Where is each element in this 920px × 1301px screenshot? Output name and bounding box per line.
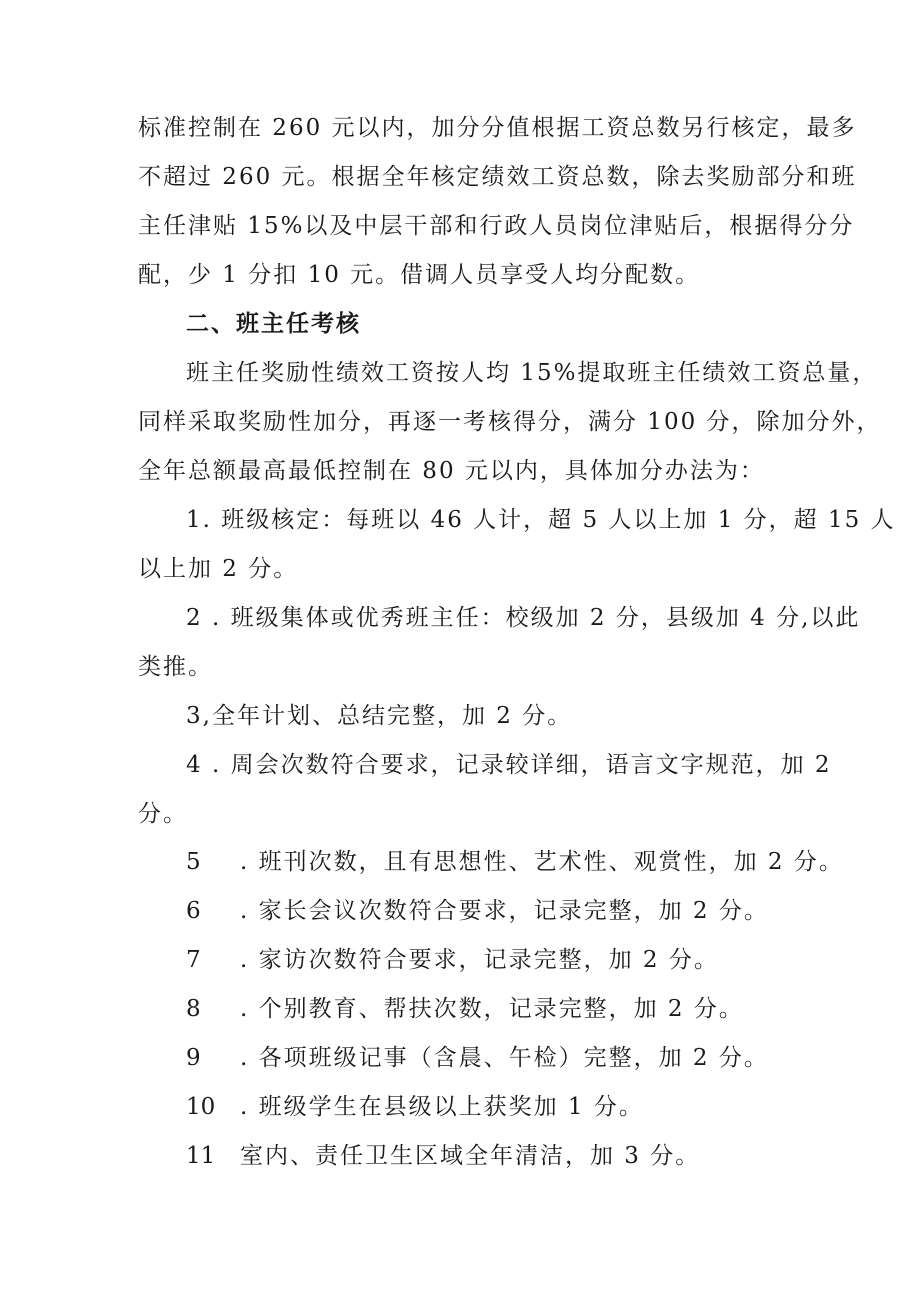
- item-text: . 班刊次数，且有思想性、艺术性、观赏性，加 2 分。: [240, 849, 844, 875]
- item-number: 5: [186, 849, 201, 875]
- item-number: 9: [186, 1045, 201, 1071]
- item-1-line: 1. 班级核定：每班以 46 人计，超 5 人以上加 1 分，超 15 人: [186, 507, 896, 533]
- item-number: 8: [186, 996, 201, 1022]
- item-2-line: 2 . 班级集体或优秀班主任：校级加 2 分，县级加 4 分,以此: [186, 605, 861, 631]
- item-number: 10: [186, 1094, 216, 1120]
- section-heading: 二、班主任考核: [186, 311, 361, 337]
- item-2-line: 类推。: [138, 654, 213, 680]
- item-3-line: 3,全年计划、总结完整，加 2 分。: [186, 703, 573, 729]
- paragraph-line: 不超过 260 元。根据全年核定绩效工资总数，除去奖励部分和班: [138, 164, 857, 190]
- item-text: 室内、责任卫生区域全年清洁，加 3 分。: [240, 1143, 701, 1169]
- paragraph-line: 配，少 1 分扣 10 元。借调人员享受人均分配数。: [138, 262, 701, 288]
- item-text: . 班级学生在县级以上获奖加 1 分。: [240, 1094, 644, 1120]
- item-text: . 家长会议次数符合要求，记录完整，加 2 分。: [240, 898, 769, 924]
- item-number: 6: [186, 898, 201, 924]
- item-number: 7: [186, 947, 201, 973]
- item-text: . 个别教育、帮扶次数，记录完整，加 2 分。: [240, 996, 744, 1022]
- intro-line: 班主任奖励性绩效工资按人均 15%提取班主任绩效工资总量，: [186, 360, 878, 386]
- item-text: . 家访次数符合要求，记录完整，加 2 分。: [240, 947, 719, 973]
- item-number: 11: [186, 1143, 216, 1169]
- intro-line: 同样采取奖励性加分，再逐一考核得分，满分 100 分，除加分外，: [138, 409, 882, 435]
- item-1-line: 以上加 2 分。: [138, 556, 299, 582]
- item-text: . 各项班级记事（含晨、午检）完整，加 2 分。: [240, 1045, 769, 1071]
- paragraph-line: 主任津贴 15%以及中层干部和行政人员岗位津贴后，根据得分分: [138, 213, 855, 239]
- item-4-line: 4 . 周会次数符合要求，记录较详细，语言文字规范，加 2: [186, 752, 832, 778]
- item-4-line: 分。: [138, 801, 188, 827]
- paragraph-line: 标准控制在 260 元以内，加分分值根据工资总数另行核定，最多: [138, 115, 857, 141]
- intro-line: 全年总额最高最低控制在 80 元以内，具体加分办法为：: [138, 458, 765, 484]
